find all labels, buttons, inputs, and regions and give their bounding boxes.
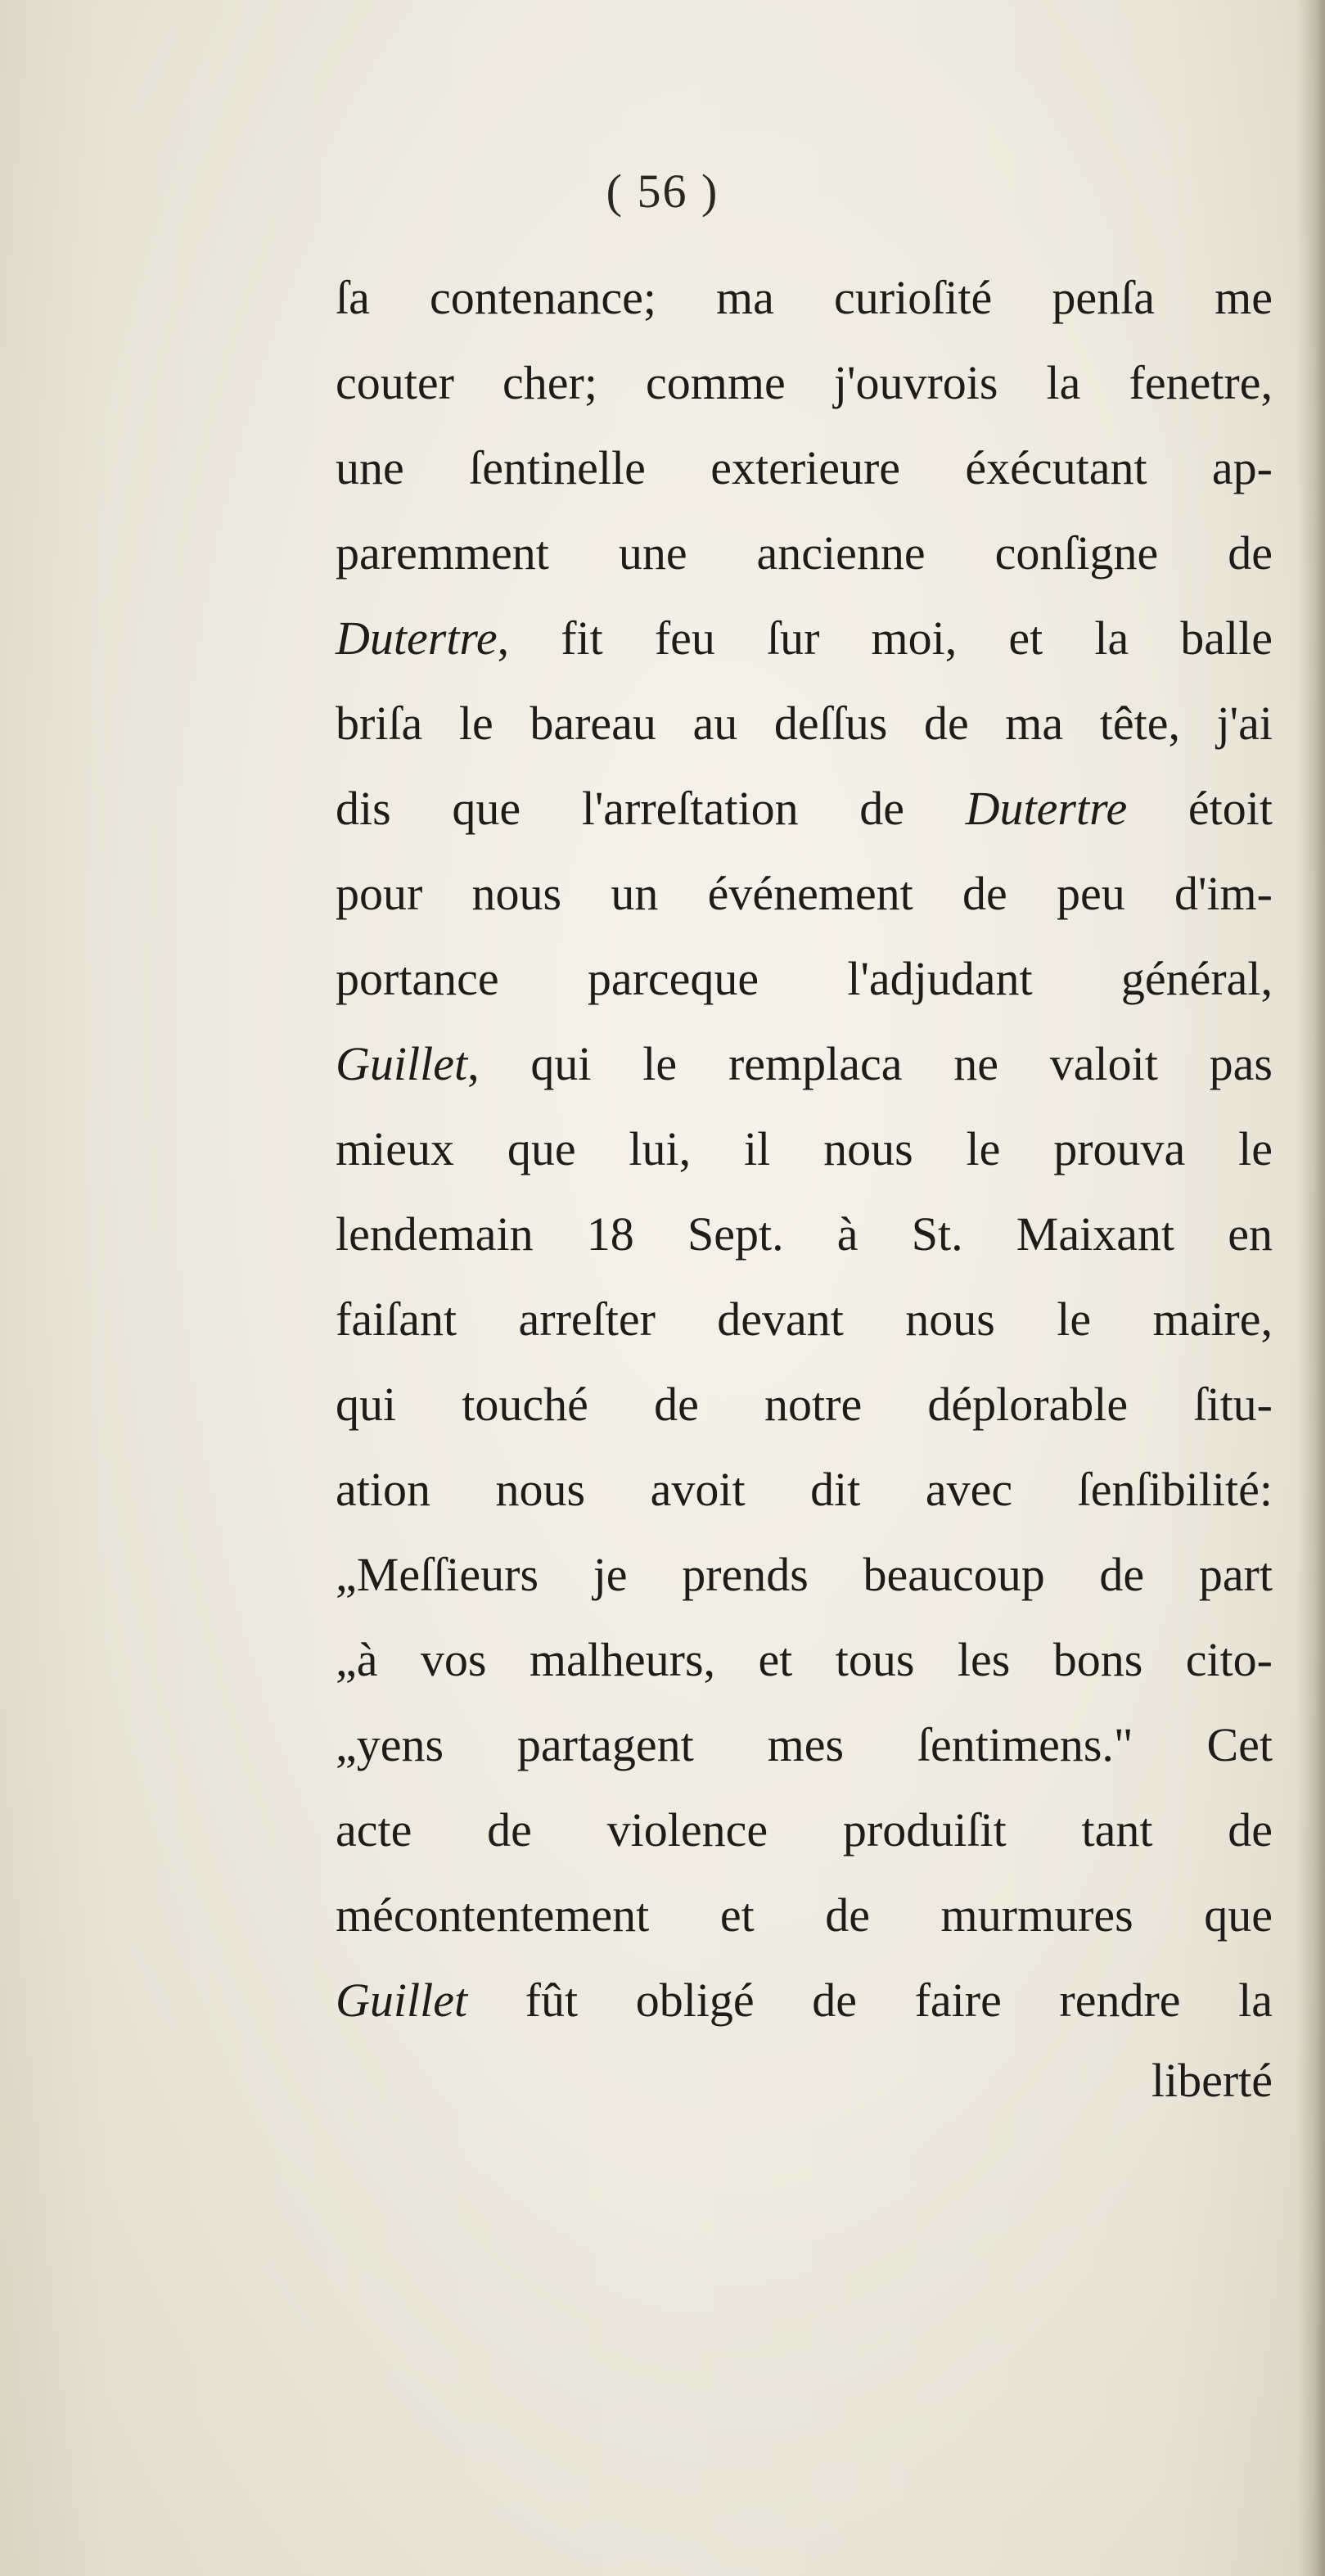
text-line: lendemain 18 Sept. à St. Maixant en	[336, 1207, 1273, 1261]
text-line: Guillet, qui le remplaca ne valoit pas	[336, 1037, 1273, 1090]
italic-name: Dutertre	[965, 782, 1128, 835]
text-line: briſa le bareau au deſſus de ma tête, j'ai	[336, 697, 1273, 750]
text-line: paremment une ancienne conſigne de	[336, 526, 1273, 580]
page-edge-shadow	[1297, 0, 1325, 2576]
text-line: mieux que lui, il nous le prouva le	[336, 1122, 1273, 1175]
page-number: ( 56 )	[606, 165, 719, 218]
text-line: acte de violence produiſit tant de	[336, 1803, 1273, 1856]
text-line: qui touché de notre déplorable ſitu-	[336, 1378, 1273, 1431]
text-line: couter cher; comme j'ouvrois la fenetre,	[336, 356, 1273, 409]
text-line: „à vos malheurs, et tous les bons cito-	[336, 1633, 1273, 1686]
text-line: dis que l'arreſtation de Dutertre étoit	[336, 782, 1273, 835]
text-line: mécontentement et de murmures que	[336, 1888, 1273, 1942]
text-line: „Meſſieurs je prends beaucoup de part	[336, 1548, 1273, 1601]
text-line: Guillet fût obligé de faire rendre la	[336, 1974, 1273, 2027]
italic-name: Dutertre	[336, 611, 498, 665]
text-line: une ſentinelle exterieure éxécutant ap-	[336, 441, 1273, 494]
text-line: faiſant arreſter devant nous le maire,	[336, 1293, 1273, 1346]
text-line: ſa contenance; ma curioſité penſa me	[336, 271, 1273, 324]
text-line: pour nous un événement de peu d'im-	[336, 867, 1273, 920]
italic-name: Guillet	[336, 1037, 468, 1090]
text-line: „yens partagent mes ſentimens." Cet	[336, 1718, 1273, 1771]
text-line: portance parceque l'adjudant général,	[336, 952, 1273, 1005]
text-line: ation nous avoit dit avec ſenſibilité:	[336, 1463, 1273, 1516]
italic-name: Guillet	[336, 1974, 468, 2027]
catchword: liberté	[1151, 2054, 1273, 2107]
text-line: Dutertre, fit feu ſur moi, et la balle	[336, 611, 1273, 665]
body-text	[336, 255, 1273, 2043]
